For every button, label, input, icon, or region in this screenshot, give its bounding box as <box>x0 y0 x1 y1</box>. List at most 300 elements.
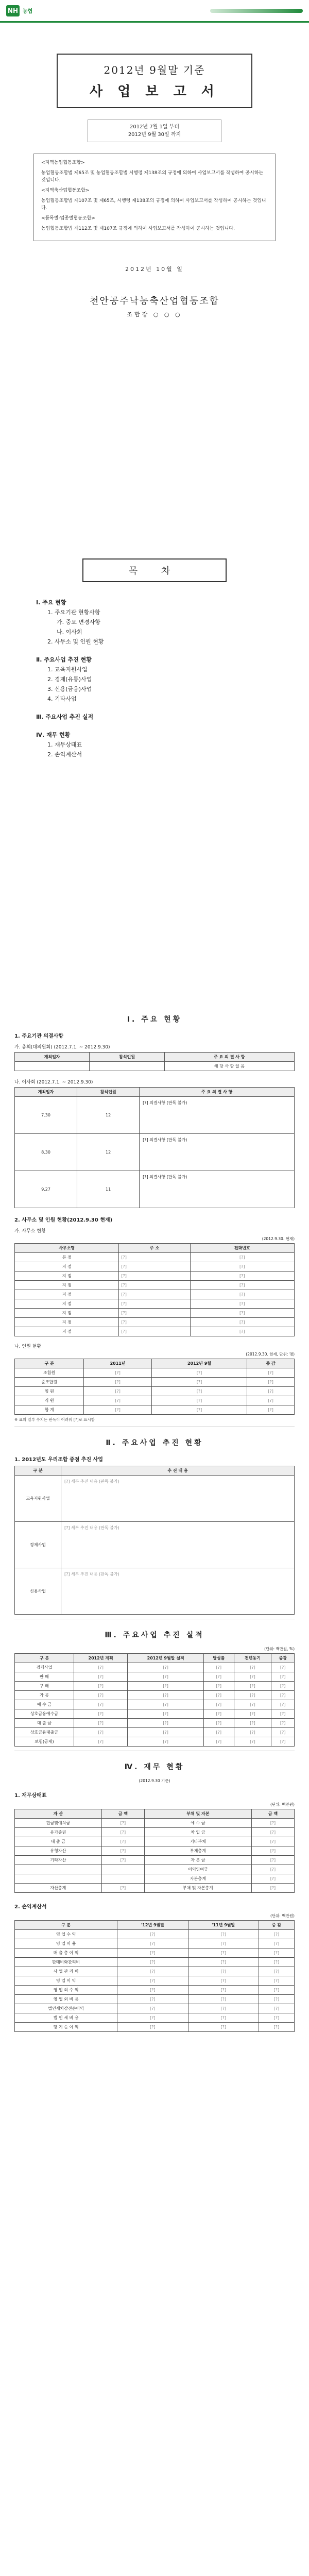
column-header: 전화번호 <box>190 1244 294 1253</box>
table-cell <box>101 1874 144 1884</box>
column-header: 금 액 <box>101 1809 144 1819</box>
table-cell: 사 업 관 리 비 <box>15 1967 117 1976</box>
table-row <box>15 1476 295 1522</box>
cover-title: 사 업 보 고 서 <box>90 84 219 99</box>
table-row <box>15 1663 295 1672</box>
toc-item: 1. 교육지원사업 <box>47 666 88 673</box>
table-cell: [?] <box>119 1262 190 1272</box>
table-cell: [?] <box>119 1299 190 1309</box>
representative: 조합장 ○ ○ ○ <box>127 311 182 318</box>
table-cell: [?] <box>247 1396 295 1405</box>
table-row <box>15 1700 295 1709</box>
table-row <box>15 1728 295 1737</box>
toc-item: 1. 재무상태표 <box>47 741 82 748</box>
table-row <box>15 1378 295 1387</box>
table-row <box>15 1819 295 1828</box>
income-statement-table <box>14 1920 295 2032</box>
unit-label: (단위: 백만원) <box>270 1913 295 1918</box>
table-cell: [?] <box>117 2013 188 2023</box>
table-cell: [?] 의결사항 (판독 불가) <box>140 1097 295 1134</box>
unit-label: (2012.9.30. 현재) <box>262 1236 295 1241</box>
notice-paragraph: 농업협동조합법 제65조 및 농업협동조합법 시행령 제138조의 규정에 의하여 사업보고서를 작성하여 공시하는 것입니다. <box>41 171 264 183</box>
table-cell: [?] <box>188 2023 259 2032</box>
table-row <box>15 1837 295 1846</box>
table-cell: [?] <box>190 1281 294 1290</box>
table-cell: 임 원 <box>15 1387 84 1396</box>
table-cell: 지 점 <box>15 1318 119 1327</box>
table-cell: 영 업 이 익 <box>15 1976 117 1986</box>
table-cell: 영 업 외 비 용 <box>15 1995 117 2004</box>
table-row <box>15 1672 295 1682</box>
table-cell: 부채 및 자본총계 <box>144 1884 251 1893</box>
table-cell: [?] <box>234 1691 271 1700</box>
toc-section: Ⅰ. 주요 현황 <box>36 599 66 606</box>
table-cell: [?] <box>247 1405 295 1415</box>
table-cell: [?] 의결사항 (판독 불가) <box>140 1171 295 1208</box>
table-cell: [?] <box>74 1691 128 1700</box>
table-cell: [?] <box>247 1387 295 1396</box>
table-cell: [?] <box>101 1856 144 1865</box>
column-header: 2012년 9월 <box>151 1359 247 1368</box>
period-end: 2012년 9월 30일 까지 <box>128 132 181 138</box>
table-cell: [?] <box>151 1378 247 1387</box>
section-title: Ⅰ. 주요 현황 <box>127 1015 182 1024</box>
column-header: '12년 9월말 <box>117 1921 188 1930</box>
table-row <box>15 1396 295 1405</box>
row-label: 경제사업 <box>15 1522 61 1568</box>
staff-table <box>14 1359 295 1415</box>
toc-item: 1. 주요기관 현황사항 <box>47 609 100 616</box>
table-row <box>15 1737 295 1747</box>
table-cell: [?] <box>101 1819 144 1828</box>
cover-title-box <box>57 54 252 108</box>
table-cell <box>15 1865 102 1874</box>
cover-subtitle: 2012년 9월말 기준 <box>104 64 205 76</box>
table-cell: [?] <box>128 1682 204 1691</box>
table-cell: [?] <box>203 1700 234 1709</box>
notice-paragraph: <지역농업협동조합> <box>41 160 85 165</box>
table-row <box>15 1253 295 1262</box>
table-cell: [?] <box>271 1737 295 1747</box>
column-header: 주 요 의 결 사 항 <box>164 1053 294 1062</box>
table-cell: [?] <box>234 1737 271 1747</box>
column-header: 달성률 <box>203 1654 234 1663</box>
table-cell: [?] <box>151 1368 247 1378</box>
table-cell: [?] <box>117 1995 188 2004</box>
table-cell: [?] 의결사항 (판독 불가) <box>140 1134 295 1171</box>
table-cell: 12 <box>77 1097 140 1134</box>
toc-title: 목 차 <box>82 558 227 582</box>
table-cell: 영 업 외 수 익 <box>15 1986 117 1995</box>
table-cell: 12 <box>77 1134 140 1171</box>
toc-list <box>36 598 273 759</box>
section-title: Ⅲ. 주요사업 추진 실적 <box>105 1631 204 1639</box>
table-cell: 당 기 순 이 익 <box>15 2023 117 2032</box>
table-row <box>15 1939 295 1948</box>
table-cell: 8.30 <box>15 1134 77 1171</box>
table-cell: [?] <box>74 1728 128 1737</box>
table-cell: 판 매 <box>15 1672 74 1682</box>
column-header: 부채 및 자본 <box>144 1809 251 1819</box>
table-cell: 지 점 <box>15 1327 119 1336</box>
table-row <box>15 1976 295 1986</box>
table-cell: [?] <box>188 1930 259 1939</box>
table-cell: 매 출 총 이 익 <box>15 1948 117 1958</box>
table-cell: 조합원 <box>15 1368 84 1378</box>
table-cell: [?] <box>84 1396 151 1405</box>
table-cell: [?] <box>190 1299 294 1309</box>
subsection-title: 1. 2012년도 우리조합 중점 추진 사업 <box>14 1457 103 1463</box>
table-cell: 기타부채 <box>144 1837 251 1846</box>
table-note: ※ 표의 일부 수치는 판독이 어려워 [?]로 표시함 <box>14 1417 95 1422</box>
table-cell: [?] <box>259 2013 294 2023</box>
table-cell: [?] <box>84 1368 151 1378</box>
office-table <box>14 1243 295 1336</box>
nh-logo-icon: NH <box>6 5 20 16</box>
table-cell: 경제사업 <box>15 1663 74 1672</box>
table-cell: [?] <box>251 1828 294 1837</box>
table-row <box>15 1299 295 1309</box>
table-cell: [?] <box>234 1709 271 1719</box>
column-header: 전년동기 <box>234 1654 271 1663</box>
section-title: Ⅱ. 주요사업 추진 현황 <box>106 1439 203 1447</box>
table-cell: [?] <box>151 1405 247 1415</box>
table-cell: [?] <box>119 1281 190 1290</box>
table-cell: [?] <box>234 1682 271 1691</box>
toc-item: 4. 기타사업 <box>47 696 77 702</box>
table-cell: [?] <box>190 1327 294 1336</box>
toc-item: 3. 신용(금융)사업 <box>47 686 92 692</box>
logo <box>6 5 32 16</box>
table-cell: 영 업 비 용 <box>15 1939 117 1948</box>
table-row <box>15 1719 295 1728</box>
table-row <box>15 1062 295 1071</box>
table-cell: [?] <box>203 1682 234 1691</box>
table-row <box>15 1865 295 1874</box>
column-header: 2012년 계획 <box>74 1654 128 1663</box>
table-cell: [?] <box>117 1958 188 1967</box>
period-start: 2012년 7월 1일 부터 <box>129 124 179 130</box>
table-cell: 11 <box>77 1171 140 1208</box>
table-cell: [?] <box>84 1387 151 1396</box>
table-cell: 영 업 수 익 <box>15 1930 117 1939</box>
table-cell: 차 입 금 <box>144 1828 251 1837</box>
table-cell: [?] <box>119 1318 190 1327</box>
table-cell: [?] <box>188 2004 259 2013</box>
table-cell: [?] <box>117 2004 188 2013</box>
balance-sheet-table <box>14 1809 295 1893</box>
table-cell: [?] <box>128 1691 204 1700</box>
column-header: 구 분 <box>15 1466 61 1476</box>
table-cell: [?] <box>128 1719 204 1728</box>
table-cell: 지 점 <box>15 1299 119 1309</box>
table-cell: [?] <box>188 1976 259 1986</box>
table-cell: [?] <box>251 1837 294 1846</box>
table-cell: [?] <box>271 1682 295 1691</box>
table-row <box>15 1856 295 1865</box>
table-row <box>15 1272 295 1281</box>
table-row <box>15 1290 295 1299</box>
table-cell: [?] <box>74 1737 128 1747</box>
table-cell: [?] <box>259 1986 294 1995</box>
table-cell <box>15 1874 102 1884</box>
table-cell: [?] <box>188 1939 259 1948</box>
table-cell: [?] <box>271 1672 295 1682</box>
table-cell: [?] <box>251 1884 294 1893</box>
table-cell: 유형자산 <box>15 1846 102 1856</box>
table-of-contents <box>0 538 309 991</box>
table-cell: 지 점 <box>15 1262 119 1272</box>
performance-table <box>14 1653 295 1747</box>
table-cell: 지 점 <box>15 1272 119 1281</box>
table-cell: [?] <box>259 1958 294 1967</box>
column-header: 증 감 <box>259 1921 294 1930</box>
subsubsection-title: 가. 총회(대의원회) (2012.7.1. ~ 2012.9.30) <box>14 1045 110 1050</box>
table-cell: 기타자산 <box>15 1856 102 1865</box>
column-header: 주 소 <box>119 1244 190 1253</box>
table-cell: 직 원 <box>15 1396 84 1405</box>
table-cell: [?] <box>203 1709 234 1719</box>
table-cell: [?] <box>117 2023 188 2032</box>
table-row <box>15 1948 295 1958</box>
table-cell: 이익잉여금 <box>144 1865 251 1874</box>
table-cell: [?] <box>190 1262 294 1272</box>
table-cell <box>90 1062 164 1071</box>
table-cell: [?] <box>117 1986 188 1995</box>
table-cell: [?] <box>74 1719 128 1728</box>
table-cell: 자본총계 <box>144 1874 251 1884</box>
table-cell: [?] <box>151 1396 247 1405</box>
table-cell: [?] <box>271 1719 295 1728</box>
table-cell: 판매비와관리비 <box>15 1958 117 1967</box>
table-cell: 가 공 <box>15 1691 74 1700</box>
key-projects-table <box>14 1466 295 1615</box>
toc-item: 2. 경제(유통)사업 <box>47 676 92 683</box>
column-header: 참석인원 <box>90 1053 164 1062</box>
table-cell: 준조합원 <box>15 1378 84 1387</box>
table-cell: [?] <box>203 1728 234 1737</box>
column-header: '11년 9월말 <box>188 1921 259 1930</box>
column-header: 2012년 9월말 실적 <box>128 1654 204 1663</box>
table-cell: [?] <box>188 1958 259 1967</box>
table-cell: [?] <box>259 1995 294 2004</box>
row-description: [?] 세부 추진 내용 (판독 불가) <box>61 1522 295 1568</box>
table-cell: [?] <box>247 1378 295 1387</box>
table-cell: [?] <box>128 1709 204 1719</box>
table-cell: [?] <box>251 1846 294 1856</box>
table-cell: [?] <box>128 1672 204 1682</box>
table-cell: [?] <box>234 1700 271 1709</box>
table-cell: [?] <box>271 1663 295 1672</box>
table-cell: [?] <box>119 1290 190 1299</box>
table-cell: [?] <box>247 1368 295 1378</box>
table-cell <box>15 1062 90 1071</box>
column-header: 구 분 <box>15 1921 117 1930</box>
table-cell: 부채총계 <box>144 1846 251 1856</box>
table-cell: [?] <box>117 1967 188 1976</box>
table-cell: [?] <box>101 1884 144 1893</box>
table-cell: [?] <box>271 1691 295 1700</box>
date-label: (2012.9.30 기준) <box>139 1778 170 1783</box>
table-row <box>15 1262 295 1272</box>
table-cell: [?] <box>151 1387 247 1396</box>
unit-label: (2012.9.30. 현재, 단위: 명) <box>246 1352 295 1357</box>
table-cell: [?] <box>74 1672 128 1682</box>
notice-paragraph: 농업협동조합법 제107조 및 제65조, 시행령 제138조의 규정에 의하여 사업보고서를 작성하여 공시하는 것입니다. <box>41 198 266 211</box>
table-cell: 현금및예치금 <box>15 1819 102 1828</box>
table-cell: 대 출 금 <box>15 1837 102 1846</box>
table-cell: [?] <box>190 1272 294 1281</box>
column-header: 개최일자 <box>15 1053 90 1062</box>
toc-section: Ⅲ. 주요사업 추진 실적 <box>36 714 94 720</box>
table-cell: 합 계 <box>15 1405 84 1415</box>
table-cell: [?] <box>128 1737 204 1747</box>
table-row <box>15 1682 295 1691</box>
unit-label: (단위: 백만원) <box>270 1802 295 1807</box>
table-row <box>15 1327 295 1336</box>
table-cell: [?] <box>101 1828 144 1837</box>
table-cell: [?] <box>74 1682 128 1691</box>
table-cell: [?] <box>234 1672 271 1682</box>
column-header: 구 분 <box>15 1359 84 1368</box>
table-row <box>15 2013 295 2023</box>
table-cell: [?] <box>101 1837 144 1846</box>
table-cell: [?] <box>190 1318 294 1327</box>
table-cell: [?] <box>117 1930 188 1939</box>
table-cell: 상호금융대출금 <box>15 1728 74 1737</box>
section-title: Ⅳ. 재무 현황 <box>124 1763 185 1771</box>
table-row <box>15 1967 295 1976</box>
table-row <box>15 1874 295 1884</box>
table-cell <box>101 1865 144 1874</box>
table-cell: 예 수 금 <box>15 1700 74 1709</box>
table-row <box>15 1134 295 1171</box>
table-cell: [?] <box>259 1976 294 1986</box>
table-cell: [?] <box>188 1986 259 1995</box>
table-cell: [?] <box>119 1309 190 1318</box>
table-cell: [?] <box>251 1819 294 1828</box>
toc-subitem: 나. 이사회 <box>57 629 82 635</box>
notice-paragraph: <지역축산업협동조합> <box>41 188 90 193</box>
table-cell: 예 수 금 <box>144 1819 251 1828</box>
table-row <box>15 1568 295 1615</box>
notice-paragraph: <품목별·업종별협동조합> <box>41 216 95 221</box>
table-cell: [?] <box>190 1253 294 1262</box>
table-cell: [?] <box>101 1846 144 1856</box>
table-cell: [?] <box>259 1939 294 1948</box>
column-header: 자 산 <box>15 1809 102 1819</box>
report-content <box>0 991 309 2053</box>
table-row <box>15 1995 295 2004</box>
table-cell: 유가증권 <box>15 1828 102 1837</box>
table-cell: [?] <box>259 1930 294 1939</box>
table-cell: [?] <box>251 1874 294 1884</box>
subsection-title: 2. 손익계산서 <box>14 1904 47 1910</box>
general-assembly-table <box>14 1052 295 1071</box>
table-cell: 법 인 세 비 용 <box>15 2013 117 2023</box>
table-cell: [?] <box>259 1948 294 1958</box>
table-row <box>15 2023 295 2032</box>
table-cell: 보험(공제) <box>15 1737 74 1747</box>
table-cell: [?] <box>74 1700 128 1709</box>
column-header: 개최일자 <box>15 1088 77 1097</box>
table-cell: [?] <box>234 1663 271 1672</box>
column-header: 주 요 의 결 사 항 <box>140 1088 295 1097</box>
column-header: 증감 <box>271 1654 295 1663</box>
table-cell: [?] <box>128 1728 204 1737</box>
notice-paragraph: 농업협동조합법 제112조 및 제107조 규정에 의하여 사업보고서를 작성하여 공시하는 것입니다. <box>41 226 235 231</box>
table-cell: [?] <box>203 1663 234 1672</box>
header-bar <box>0 0 309 23</box>
column-header: 사무소명 <box>15 1244 119 1253</box>
toc-item: 2. 손익계산서 <box>47 751 82 758</box>
table-cell: [?] <box>188 2013 259 2023</box>
toc-item: 2. 사무소 및 인원 현황 <box>47 638 104 645</box>
board-meeting-table <box>14 1087 295 1208</box>
table-row <box>15 1828 295 1837</box>
column-header: 참석인원 <box>77 1088 140 1097</box>
table-cell: [?] <box>84 1405 151 1415</box>
table-cell: [?] <box>271 1728 295 1737</box>
table-cell: 지 점 <box>15 1281 119 1290</box>
table-cell: 자 본 금 <box>144 1856 251 1865</box>
table-cell: [?] <box>117 1939 188 1948</box>
table-cell: 본 점 <box>15 1253 119 1262</box>
table-row <box>15 1368 295 1378</box>
table-cell: [?] <box>190 1309 294 1318</box>
table-cell: 법인세차감전순이익 <box>15 2004 117 2013</box>
table-row <box>15 1709 295 1719</box>
table-cell: [?] <box>188 1948 259 1958</box>
table-cell: [?] <box>234 1719 271 1728</box>
table-cell: [?] <box>203 1672 234 1682</box>
table-cell: [?] <box>128 1663 204 1672</box>
table-row <box>15 1958 295 1967</box>
table-cell: [?] <box>271 1709 295 1719</box>
table-cell: [?] <box>84 1378 151 1387</box>
row-label: 신용사업 <box>15 1568 61 1615</box>
table-row <box>15 1387 295 1396</box>
table-cell: [?] <box>259 1967 294 1976</box>
row-description: [?] 세부 추진 내용 (판독 불가) <box>61 1476 295 1522</box>
table-row <box>15 1522 295 1568</box>
column-header: 추 진 내 용 <box>61 1466 295 1476</box>
table-cell: [?] <box>119 1253 190 1262</box>
table-cell: [?] <box>251 1865 294 1874</box>
table-cell: [?] <box>251 1856 294 1865</box>
table-cell: 구 매 <box>15 1682 74 1691</box>
subsubsection-title: 나. 인원 현황 <box>14 1344 42 1349</box>
subsection-title: 1. 재무상태표 <box>14 1793 47 1799</box>
subsection-title: 2. 사무소 및 인원 현황(2012.9.30 현재) <box>14 1217 113 1223</box>
subsection-title: 1. 주요기관 의결사항 <box>14 1033 63 1039</box>
table-cell: 7.30 <box>15 1097 77 1134</box>
table-row <box>15 2004 295 2013</box>
column-header: 금 액 <box>251 1809 294 1819</box>
table-cell: [?] <box>74 1663 128 1672</box>
table-cell: [?] <box>259 2004 294 2013</box>
table-cell: [?] <box>234 1728 271 1737</box>
table-cell: [?] <box>203 1737 234 1747</box>
report-date: 2012년 10월 일 <box>125 266 184 273</box>
cover-page <box>0 23 309 538</box>
table-cell: [?] <box>117 1948 188 1958</box>
cover-period <box>88 120 221 142</box>
column-header: 구 분 <box>15 1654 74 1663</box>
table-cell: [?] <box>188 1967 259 1976</box>
table-cell: 상호금융예수금 <box>15 1709 74 1719</box>
table-cell: [?] <box>203 1719 234 1728</box>
